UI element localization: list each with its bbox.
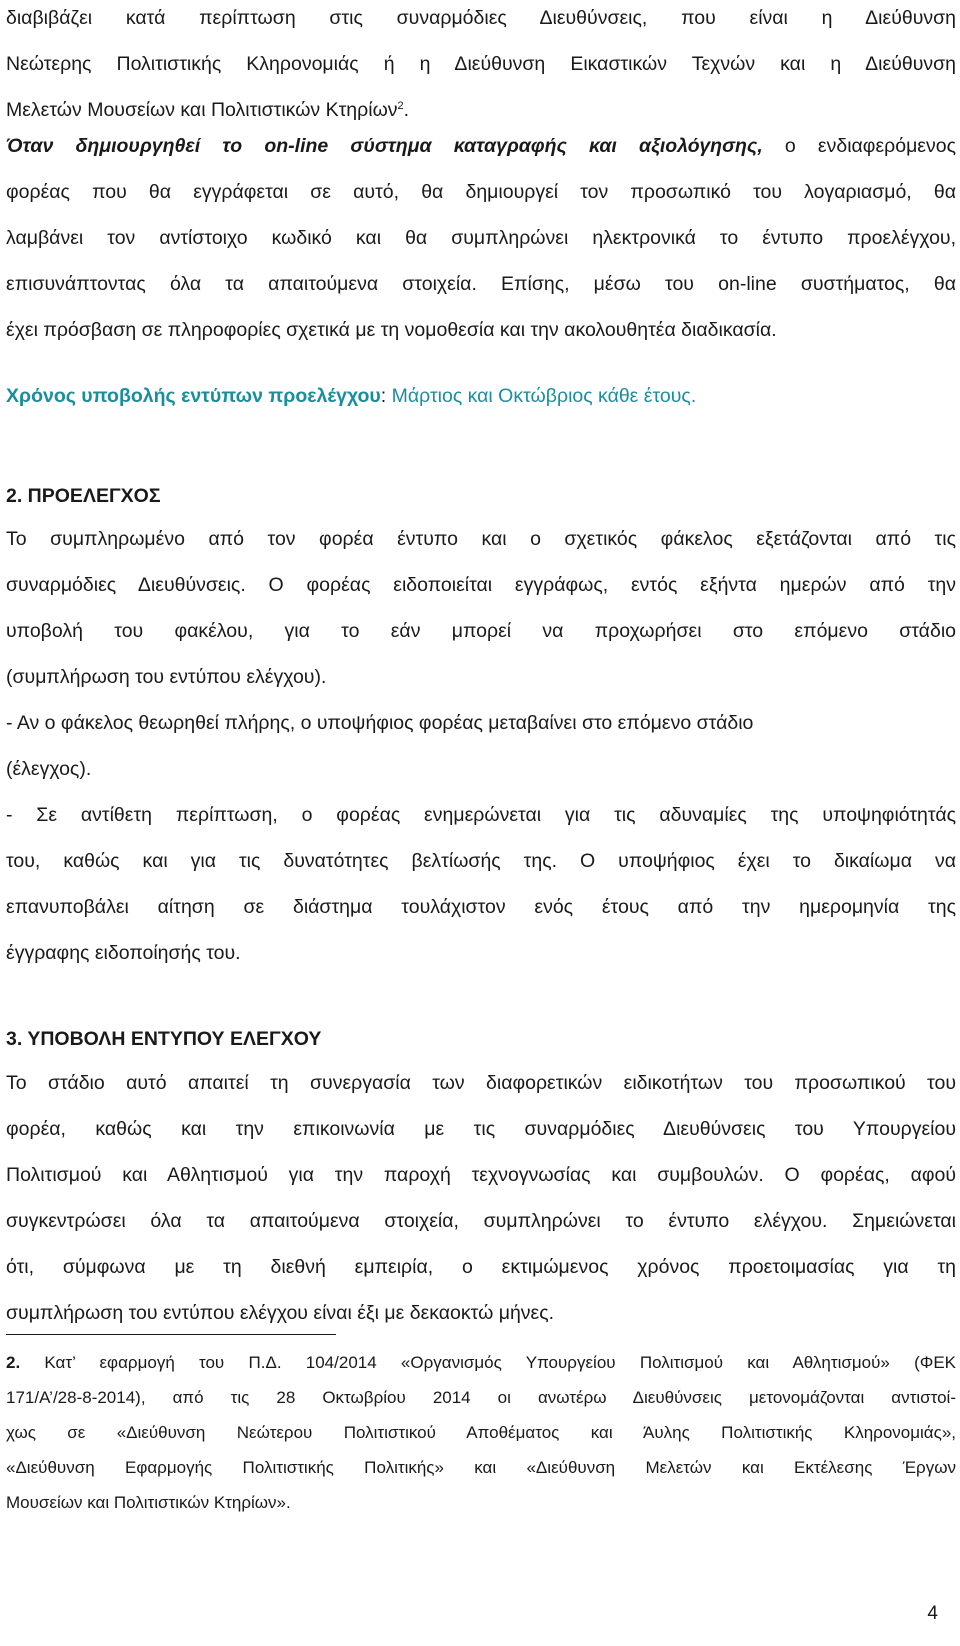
- list-item: - Σε αντίθετη περίπτωση, ο φορέας ενημερώνεται για τις αδυναμίες της υποψηφιότητάς: [6, 804, 956, 826]
- footnote: [6, 1348, 956, 1523]
- text-line: επανυποβάλει αίτηση σε διάστημα τουλάχιστον ενός έτους από την ημερομηνία της: [6, 896, 956, 918]
- text-line: φορέας που θα εγγράφεται σε αυτό, θα δημιουργεί τον προσωπικό του λογαριασμό, θα: [6, 181, 956, 203]
- text-line: υποβολή του φακέλου, για το εάν μπορεί να προχωρήσει στο επόμενο στάδιο: [6, 620, 956, 642]
- text-line: 171/Α’/28-8-2014), από τις 28 Οκτωβρίου 2014 οι ανωτέρω Διευθύνσεις μετονομάζονται αντιστοί-: [6, 1388, 956, 1407]
- text-line: [6, 128, 956, 174]
- submission-time-value: Μάρτιος και Οκτώβριος κάθε έτους.: [386, 385, 697, 407]
- text-line: Νεώτερης Πολιτιστικής Κληρονομιάς ή η Διεύθυνση Εικαστικών Τεχνών και η Διεύθυνση: [6, 53, 956, 75]
- text-line: φορέα, καθώς και την επικοινωνία με τις συναρμόδιες Διευθύνσεις του Υπουργείου: [6, 1118, 956, 1140]
- text-line: [6, 1348, 956, 1383]
- text-line: (έλεγχος).: [6, 758, 92, 780]
- text-line: συναρμόδιες Διευθύνσεις. Ο φορέας ειδοποιείται εγγράφως, εντός εξήντα ημερών από την: [6, 574, 956, 596]
- footnote-divider: [6, 1334, 336, 1335]
- footnote-number: 2.: [6, 1353, 21, 1372]
- text-line: συγκεντρώσει όλα τα απαιτούμενα στοιχεία, συμπληρώνει το έντυπο ελέγχου. Σημειώνεται: [6, 1210, 956, 1232]
- text-line: (συμπλήρωση του εντύπου ελέγχου).: [6, 666, 327, 688]
- text-line: Μουσείων και Πολιτιστικών Κτηρίων».: [6, 1493, 291, 1512]
- text-line: Το συμπληρωμένο από τον φορέα έντυπο και ο σχετικός φάκελος εξετάζονται από τις: [6, 528, 956, 550]
- section-heading-3: 3. ΥΠΟΒΟΛΗ ΕΝΤΥΠΟΥ ΕΛΕΓΧΟΥ: [6, 1028, 322, 1050]
- online-system-paragraph: [6, 128, 956, 358]
- text-line: Πολιτισμού και Αθλητισμού για την παροχή τεχνογνωσίας και συμβουλών. Ο φορέας, αφού: [6, 1164, 956, 1186]
- text-line: [6, 378, 956, 424]
- text-segment: Μελετών Μουσείων και Πολιτιστικών Κτηρίων: [6, 99, 398, 121]
- text-line: Το στάδιο αυτό απαιτεί τη συνεργασία των διαφορετικών ειδικοτήτων του προσωπικού του: [6, 1072, 956, 1094]
- text-line: χως σε «Διεύθυνση Νεώτερου Πολιτιστικού Αποθέματος και Άυλης Πολιτιστικής Κληρονομιάς»,: [6, 1423, 956, 1442]
- text-line: ότι, σύμφωνα με τη διεθνή εμπειρία, ο εκτιμώμενος χρόνος προετοιμασίας για τη: [6, 1256, 956, 1278]
- text-segment: .: [403, 99, 410, 121]
- text-line: «Διεύθυνση Εφαρμογής Πολιτιστικής Πολιτικής» και «Διεύθυνση Μελετών και Εκτέλεσης Έργων: [6, 1458, 956, 1477]
- text-line: του, καθώς και για τις δυνατότητες βελτίωσής της. Ο υποψήφιος έχει το δικαίωμα να: [6, 850, 956, 872]
- section2-body: [6, 521, 956, 981]
- page-number: 4: [927, 1603, 938, 1624]
- text-line: επισυνάπτοντας όλα τα απαιτούμενα στοιχεία. Επίσης, μέσω του on-line συστήματος, θα: [6, 273, 956, 295]
- intro-paragraph: [6, 0, 956, 138]
- section3-body: [6, 1065, 956, 1341]
- text-line: έγγραφης ειδοποίησής του.: [6, 942, 241, 964]
- separator: :: [380, 385, 387, 407]
- text-segment: Κατ’ εφαρμογή του Π.Δ. 104/2014 «Οργανισμός Υπουργείου Πολιτισμού και Αθλητισμού» (ΦΕΚ: [20, 1353, 956, 1372]
- section-heading-2: 2. ΠΡΟΕΛΕΓΧΟΣ: [6, 485, 161, 507]
- footnote-reference[interactable]: 2: [397, 100, 404, 112]
- text-line: έχει πρόσβαση σε πληροφορίες σχετικά με τη νομοθεσία και την ακολουθητέα διαδικασία.: [6, 319, 777, 341]
- text-line: λαμβάνει τον αντίστοιχο κωδικό και θα συμπληρώνει ηλεκτρονικά το έντυπο προελέγχου,: [6, 227, 956, 249]
- text-line: συμπλήρωση του εντύπου ελέγχου είναι έξι με δεκαοκτώ μήνες.: [6, 1302, 555, 1324]
- submission-time-line: [6, 378, 956, 424]
- list-item: - Αν ο φάκελος θεωρηθεί πλήρης, ο υποψήφιος φορέας μεταβαίνει στο επόμενο στάδιο: [6, 712, 754, 734]
- text-line: διαβιβάζει κατά περίπτωση στις συναρμόδιες Διευθύνσεις, που είναι η Διεύθυνση: [6, 7, 956, 29]
- submission-time-label: Χρόνος υποβολής εντύπων προελέγχου: [6, 385, 381, 407]
- emphasis-text: Όταν δημιουργηθεί το on-line σύστημα καταγραφής και αξιολόγησης,: [6, 135, 763, 157]
- text-segment: ο ενδιαφερόμενος: [762, 135, 956, 157]
